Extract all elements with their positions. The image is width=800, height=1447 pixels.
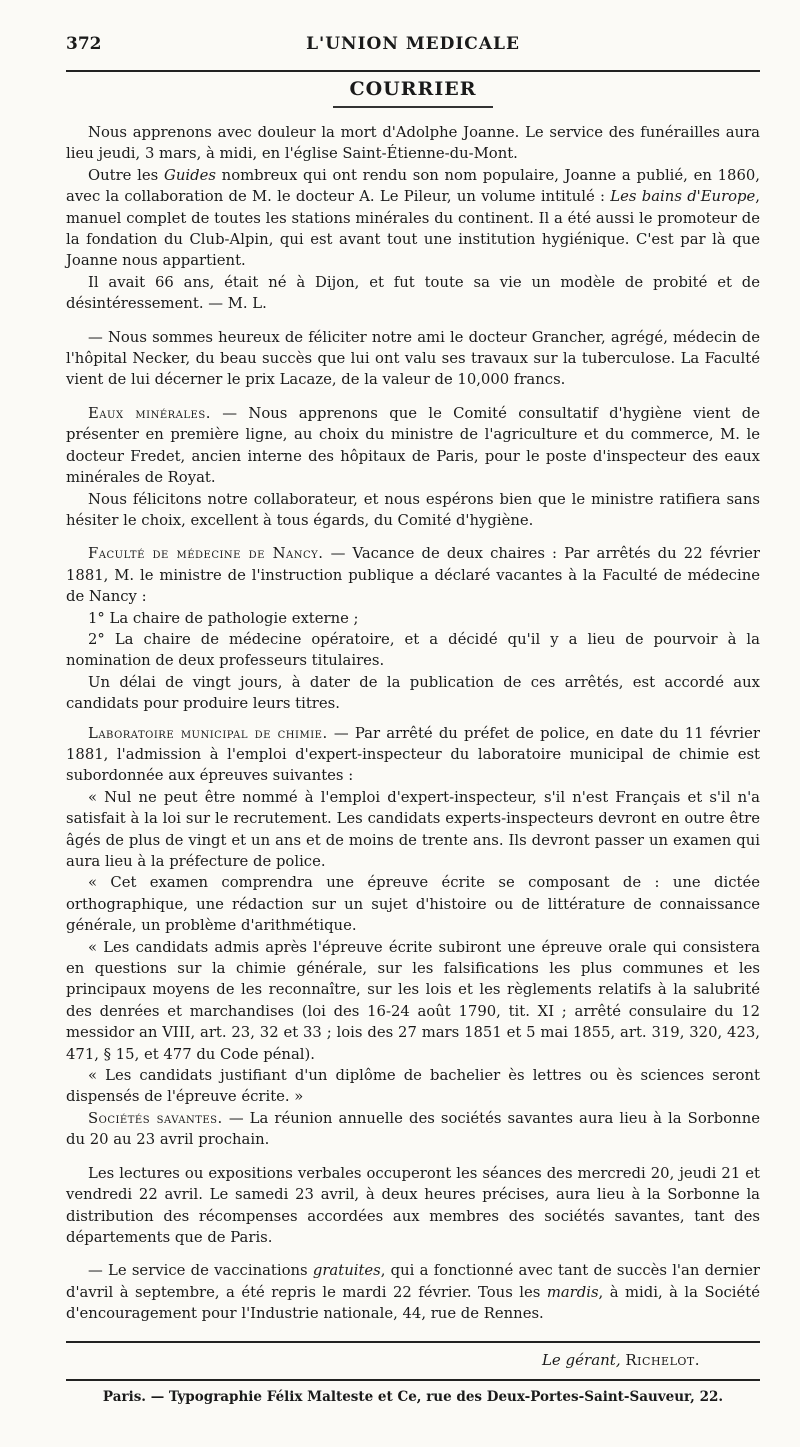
paragraph: [66, 1108, 760, 1151]
article-body: [66, 122, 760, 1325]
text-run: — La réunion annuelle des sociétés savantes aura lieu à la Sorbonne du 20 au 23 avril prochain.: [66, 1109, 760, 1149]
text-run: , qui a fonctionné avec tant de succès l'an dernier d'avril à septembre, a été repris le mardi 22 février. Tous les: [66, 1262, 760, 1301]
paragraph: Nous apprenons avec douleur la mort d'Adolphe Joanne. Le service des funérailles aura lieu jeudi, 3 mars, à midi, en l'église Saint-Étienne-du-Mont.: [66, 124, 760, 163]
text-run: — Par arrêté du préfet de police, en date du 11 février 1881, l'admission à l'emploi d'expert-inspecteur du laboratoire municipal de chimie est subordonnée aux épreuves suivantes :: [66, 724, 760, 785]
paragraph: Il avait 66 ans, était né à Dijon, et fut toute sa vie un modèle de probité et de désintéressement. — M. L.: [66, 273, 760, 313]
text-run: nombreux qui ont rendu son nom populaire, Joanne a publié, en 1860, avec la collaboration de M. le docteur A. Le Pileur, un volume intitulé :: [66, 166, 760, 206]
paragraph: 1° La chaire de pathologie externe ;: [88, 609, 359, 627]
text-run: , à midi, à la Société d'encouragement pour l'Industrie nationale, 44, rue de Rennes.: [66, 1283, 760, 1323]
header-rule: [66, 70, 760, 72]
paragraph: « Les candidats justifiant d'un diplôme de bachelier ès lettres ou ès sciences seront dispensés de l'épreuve écrite. »: [66, 1067, 760, 1106]
italic-text: Guides: [164, 166, 216, 184]
imprint-rule: [66, 1379, 760, 1381]
signature-label: Le gérant,: [541, 1350, 621, 1369]
page-number: 372: [66, 34, 102, 54]
paragraph: [66, 1260, 760, 1324]
paragraph: [66, 403, 760, 489]
paragraph: [66, 723, 760, 787]
signature-name: Richelot.: [625, 1350, 700, 1369]
journal-title: L'UNION MEDICALE: [306, 34, 520, 54]
section-title: COURRIER: [349, 78, 477, 100]
paragraph: Un délai de vingt jours, à dater de la publication de ces arrêtés, est accordé aux candidats pour produire leurs titres.: [66, 673, 760, 713]
section-heading: Eaux minérales.: [88, 404, 211, 422]
printer-imprint: Paris. — Typographie Félix Malteste et Ce, rue des Deux-Portes-Saint-Sauveur, 22.: [102, 1388, 724, 1405]
title-underline: [333, 106, 493, 108]
paragraph: Les lectures ou expositions verbales occuperont les séances des mercredi 20, jeudi 21 et vendredi 22 avril. Le samedi 23 avril, à deux heures précises, aura lieu à la Sorbonne la distribution des récompenses accordées aux membres des sociétés savantes, tant des départements que de Paris.: [66, 1164, 760, 1246]
paragraph: « Cet examen comprendra une épreuve écrite se composant de : une dictée orthographique, une rédaction sur un sujet d'histoire ou de littérature de connaissance générale, un problème d'arithmétique.: [66, 874, 760, 935]
paragraph: [66, 165, 760, 272]
paragraph: « Les candidats admis après l'épreuve écrite subiront une épreuve orale qui consistera en questions sur la chimie générale, sur les falsifications les plus communes et les principaux moyens de les reconnaître, sur les lois et les règlements relatifs à la salubrité des denrées et marchandises (loi des 16-24 août 1790, tit. XI ; arrêté consulaire du 12 messidor an VIII, art. 23, 32 et 33 ; lois des 27 mars 1851 et 5 mai 1855, art. 319, 320, 423, 471, § 15, et 477 du Code pénal).: [66, 938, 760, 1063]
signature: [66, 1351, 700, 1369]
italic-text: Les bains d'Europe: [610, 188, 756, 206]
section-heading: Sociétés savantes.: [88, 1109, 223, 1127]
text-run: Outre les: [88, 166, 165, 184]
text-run: , manuel complet de toutes les stations minérales du continent. Il a été aussi le promoteur de la fondation du Club-Alpin, qui est avant tout une institution hygiénique. C'est par là que Joanne nous appartient.: [66, 188, 760, 270]
paragraph: Nous félicitons notre collaborateur, et nous espérons bien que le ministre ratifiera sans hésiter le choix, excellent à tous égards, du Comité d'hygiène.: [66, 490, 760, 529]
italic-text: gratuites: [312, 1262, 381, 1280]
section-heading: Laboratoire municipal de chimie.: [88, 724, 328, 742]
section-heading: Faculté de médecine de Nancy.: [88, 545, 324, 563]
paragraph: [66, 543, 760, 607]
text-run: — Le service de vaccinations: [88, 1262, 313, 1280]
running-head: [66, 28, 760, 60]
paragraph: 2° La chaire de médecine opératoire, et a décidé qu'il y a lieu de pourvoir à la nomination de deux professeurs titulaires.: [66, 630, 760, 670]
paragraph: — Nous sommes heureux de féliciter notre ami le docteur Grancher, agrégé, médecin de l'hôpital Necker, du beau succès que lui ont valu ses travaux sur la tuberculose. La Faculté vient de lui décerner le prix Lacaze, de la valeur de 10,000 francs.: [66, 328, 760, 389]
paragraph: « Nul ne peut être nommé à l'emploi d'expert-inspecteur, s'il n'est Français et s'il n'a satisfait à la loi sur le recrutement. Les candidats experts-inspecteurs devront en outre être âgés de plus de vingt et un ans et de moins de trente ans. Ils devront passer un examen qui aura lieu à la préfecture de police.: [66, 788, 760, 870]
text-run: — Nous apprenons que le Comité consultatif d'hygiène vient de présenter en première ligne, au choix du ministre de l'agriculture et du commerce, M. le docteur Fredet, ancien interne des hôpitaux de Paris, pour le poste d'inspecteur des eaux minérales de Royat.: [66, 404, 760, 487]
italic-text: mardis: [546, 1283, 599, 1301]
text-run: — Vacance de deux chaires : Par arrêtés du 22 février 1881, M. le ministre de l'instruction publique a déclaré vacantes à la Faculté de médecine de Nancy :: [66, 545, 761, 606]
footer-rule: [66, 1341, 760, 1343]
